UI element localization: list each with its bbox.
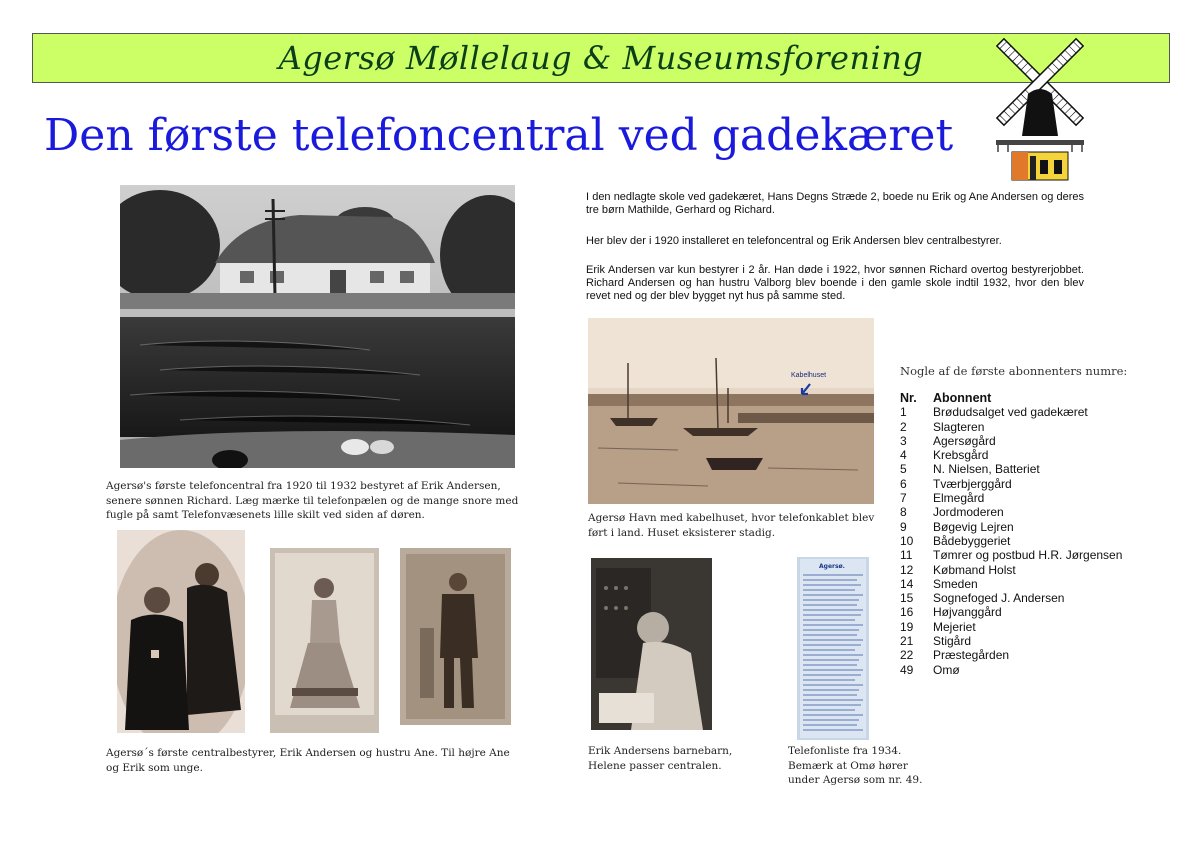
- abonnent-header: Abonnent: [933, 391, 992, 405]
- subscriber-row: [900, 405, 1122, 419]
- phone-list-caption: Telefonliste fra 1934. Bemærk at Omø hører under Agersø som nr. 49.: [788, 745, 923, 786]
- subscriber-number: 14: [900, 576, 914, 591]
- windmill-logo-icon: [990, 24, 1090, 184]
- subscriber-number: 2: [900, 419, 907, 434]
- subscriber-row: [900, 434, 1122, 448]
- couple-photo: [117, 530, 245, 733]
- subscriber-name: Smeden: [933, 576, 978, 591]
- subscriber-number: 12: [900, 562, 914, 577]
- subscriber-row: [900, 548, 1122, 562]
- subscriber-number: 6: [900, 476, 907, 491]
- subscriber-number: 5: [900, 462, 907, 477]
- subscriber-row: [900, 420, 1122, 434]
- kabelhuset-label: Kabelhuset: [791, 372, 827, 379]
- nr-header: Nr.: [900, 391, 917, 405]
- subscriber-number: 16: [900, 605, 914, 620]
- subscriber-name: Præstegården: [933, 648, 1010, 663]
- banner-title: Agersø Møllelaug & Museumsforening: [278, 39, 924, 77]
- subscriber-row: [900, 505, 1122, 519]
- subscriber-name: Bådebyggeriet: [933, 533, 1011, 548]
- subscriber-row: [900, 491, 1122, 505]
- subscriber-number: 10: [900, 533, 914, 548]
- erik-young-photo: [400, 548, 511, 725]
- subscriber-number: 8: [900, 505, 907, 520]
- subscriber-name: Tværbjerggård: [933, 476, 1012, 491]
- subscriber-row: [900, 520, 1122, 534]
- subscriber-number: 1: [900, 405, 907, 420]
- subscriber-row: [900, 577, 1122, 591]
- subscribers-header: [900, 391, 1122, 405]
- subscriber-name: Omø: [933, 662, 960, 677]
- subscriber-row: [900, 534, 1122, 548]
- subscriber-row: [900, 605, 1122, 619]
- subscriber-number: 19: [900, 619, 914, 634]
- subscriber-name: Krebsgård: [933, 448, 989, 463]
- subscriber-row: [900, 462, 1122, 476]
- history-paragraph: Erik Andersen var kun bestyrer i 2 år. Han døde i 1922, hvor sønnen Richard overtog bestyrerjobbet. Richard Andersen og han hustru Valborg blev boende i den gamle skole indtil 1932, hvor den blev revet ned og der blev bygget nyt hus på samme sted.: [586, 264, 1084, 302]
- page-title: Den første telefoncentral ved gadekæret: [44, 110, 954, 161]
- subscriber-row: [900, 477, 1122, 491]
- operator-caption: Erik Andersens barnebarn, Helene passer centralen.: [588, 745, 733, 772]
- harbour-caption: Agersø Havn med kabelhuset, hvor telefonkablet blev ført i land. Huset eksisterer stadig.: [588, 512, 875, 539]
- phone-list-heading: Agersø.: [819, 563, 845, 570]
- subscriber-number: 7: [900, 491, 907, 506]
- subscriber-name: Stigård: [933, 634, 972, 649]
- subscribers-title: Nogle af de første abonnenters numre:: [900, 364, 1128, 378]
- phone-list-photo: [797, 557, 869, 740]
- subscriber-row: [900, 448, 1122, 462]
- ane-young-photo: [270, 548, 379, 733]
- couple-caption: Agersø´s første centralbestyrer, Erik Andersen og hustru Ane. Til højre Ane og Erik som unge.: [106, 747, 510, 774]
- intro-paragraph: I den nedlagte skole ved gadekæret, Hans Degns Stræde 2, boede nu Erik og Ane Andersen og deres tre børn Mathilde, Gerhard og Richard.: [586, 191, 1084, 216]
- subscriber-row: [900, 634, 1122, 648]
- subscriber-name: Jordmoderen: [933, 505, 1004, 520]
- subscriber-number: 49: [900, 662, 914, 677]
- subscriber-number: 11: [900, 548, 913, 563]
- subscriber-name: Købmand Holst: [933, 562, 1016, 577]
- subscriber-row: [900, 648, 1122, 662]
- subscriber-number: 9: [900, 519, 907, 534]
- subscriber-name: Højvanggård: [933, 605, 1002, 620]
- subscriber-number: 21: [900, 634, 914, 649]
- installation-paragraph: Her blev der i 1920 installeret en telefoncentral og Erik Andersen blev centralbestyrer.: [586, 235, 1002, 247]
- central-house-photo: [120, 185, 515, 468]
- subscriber-name: Brødudsalget ved gadekæret: [933, 405, 1088, 420]
- subscriber-row: [900, 620, 1122, 634]
- subscriber-name: Tømrer og postbud H.R. Jørgensen: [933, 548, 1123, 563]
- subscribers-table: [900, 391, 1122, 677]
- subscriber-name: Slagteren: [933, 419, 985, 434]
- subscriber-name: Bøgevig Lejren: [933, 519, 1014, 534]
- subscriber-name: Mejeriet: [933, 619, 976, 634]
- harbour-photo: [588, 318, 874, 504]
- subscriber-row: [900, 591, 1122, 605]
- subscriber-number: 3: [900, 433, 907, 448]
- central-house-caption: Agersø's første telefoncentral fra 1920 til 1932 bestyret af Erik Andersen, senere sønnen Richard. Læg mærke til telefonpælen og de mange snore med fugle på samt Telefonvæsenets lille skilt ved siden af døren.: [106, 480, 519, 521]
- subscriber-number: 15: [900, 591, 914, 606]
- subscriber-number: 4: [900, 448, 907, 463]
- operator-photo: [591, 558, 712, 730]
- subscriber-row: [900, 563, 1122, 577]
- subscriber-row: [900, 663, 1122, 677]
- subscriber-name: Sognefoged J. Andersen: [933, 591, 1065, 606]
- subscriber-name: Elmegård: [933, 491, 985, 506]
- subscriber-name: N. Nielsen, Batteriet: [933, 462, 1040, 477]
- subscriber-name: Agersøgård: [933, 433, 996, 448]
- subscriber-number: 22: [900, 648, 914, 663]
